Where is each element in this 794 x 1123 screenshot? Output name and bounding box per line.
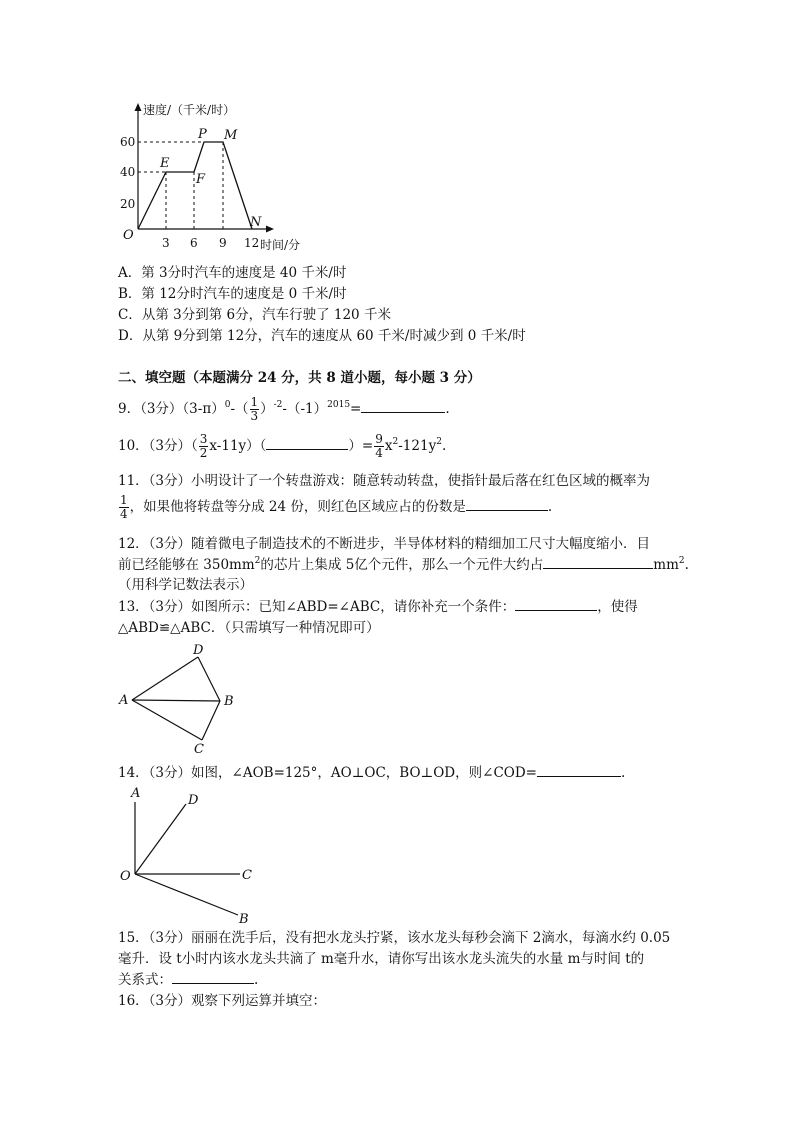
label-b: B <box>224 694 234 709</box>
question-11-line1: 11．（3分）小明设计了一个转盘游戏：随意转动转盘，使指针最后落在红色区域的概率为 <box>118 473 651 489</box>
question-15-line1: 15．（3分）丽丽在洗手后，没有把水龙头拧紧，该水龙头每秒会滴下 2滴水，每滴水约 0.05 <box>118 930 671 946</box>
y-tick-40: 40 <box>120 165 136 179</box>
x-tick-12: 12 <box>244 236 260 250</box>
answer-blank-13[interactable] <box>515 598 597 611</box>
speed-time-graph <box>110 95 340 255</box>
option-a: A．第 3分时汽车的速度是 40 千米/时 <box>118 265 347 281</box>
option-c: C．从第 3分到第 6分，汽车行驶了 120 千米 <box>118 307 391 323</box>
question-9: 9．（3分）$(3-\pi)^0-$（ $\frac{1}{3}$ ）$^{-2}-(-1)^{2015}=$ . <box>118 395 450 423</box>
label-c: C <box>194 742 204 757</box>
answer-blank-9[interactable] <box>361 400 445 413</box>
question-11-line2: $\frac{1}{4}$ ，如果他将转盘等分成 24 份，则红色区域应占的份数是 . <box>120 493 553 521</box>
label-d: D <box>193 643 204 658</box>
y-tick-20: 20 <box>120 197 136 211</box>
x-axis-title: 时间/分 <box>260 238 301 252</box>
point-n: N <box>250 215 262 230</box>
y-tick-60: 60 <box>120 135 136 149</box>
label-c: C <box>242 868 252 883</box>
question-12-line1: 12．（3分）随着微电子制造技术的不断进步，半导体材料的精细加工尺寸大幅度缩小．目 <box>118 536 651 552</box>
question-16: 16．（3分）观察下列运算并填空： <box>118 993 327 1009</box>
question-12-line2: 前已经能够在 $350mm^2$的芯片上集成 5亿个元件，那么一个元件大约占 $mm^2$. <box>118 556 689 573</box>
label-o: O <box>120 869 131 884</box>
x-tick-3: 3 <box>162 236 170 250</box>
answer-blank-11[interactable] <box>466 498 548 511</box>
y-axis-title: 速度/（千米/时） <box>143 103 236 117</box>
x-tick-9: 9 <box>219 236 227 250</box>
question-13-line2: △ABD≌△ABC．（只需填写一种情况即可） <box>118 620 380 636</box>
x-axis-arrow <box>266 226 274 233</box>
option-d: D．从第 9分到第 12分，汽车的速度从 60 千米/时减少到 0 千米/时 <box>118 328 526 344</box>
answer-blank-12[interactable] <box>543 556 653 569</box>
point-p: P <box>198 127 207 142</box>
label-a: A <box>119 693 129 708</box>
question-10: 10．（3分）（ $\frac{3}{2}$ x-11y）（ ）= $\frac{9}{4}$ $x^2-121y^2$. <box>118 432 447 460</box>
question-15-line2: 毫升．设 t小时内该水龙头共滴了 m毫升水，请你写出该水龙头流失的水量 m与时间 t的 <box>118 951 645 967</box>
question-14: 14．（3分）如图，∠AOB=125°，AO⊥OC，BO⊥OD，则∠COD= . <box>118 765 626 781</box>
label-d: D <box>188 793 199 808</box>
question-15-line3: 关系式： . <box>118 972 259 988</box>
triangle-figure <box>112 640 247 758</box>
y-axis-arrow <box>135 103 142 111</box>
point-e: E <box>160 156 170 171</box>
x-tick-6: 6 <box>190 236 198 250</box>
fraction-nine-quarters: $\frac{9}{4}$ <box>375 432 383 460</box>
question-12-line3: （用科学记数法表示） <box>118 577 253 593</box>
label-a: A <box>131 786 141 801</box>
label-b: B <box>239 912 249 927</box>
answer-blank-15[interactable] <box>172 971 254 984</box>
section-heading: 二、填空题（本题满分 24 分，共 8 道小题，每小题 3 分） <box>118 370 481 386</box>
option-b: B．第 12分时汽车的速度是 0 千米/时 <box>118 286 347 302</box>
speed-line <box>138 142 252 229</box>
point-m: M <box>224 128 238 143</box>
fraction-one-quarter: $\frac{1}{4}$ <box>120 493 128 521</box>
answer-blank-10[interactable] <box>266 437 348 450</box>
fraction-three-halves: $\frac{3}{2}$ <box>199 432 208 460</box>
answer-blank-14[interactable] <box>537 764 621 777</box>
point-f: F <box>196 172 206 187</box>
origin-label: O <box>123 228 134 243</box>
angle-figure <box>112 784 262 928</box>
question-13-line1: 13．（3分）如图所示：已知∠ABD=∠ABC，请你补充一个条件： ，使得 <box>118 599 638 615</box>
fraction-one-third: $\frac{1}{3}$ <box>250 395 259 423</box>
